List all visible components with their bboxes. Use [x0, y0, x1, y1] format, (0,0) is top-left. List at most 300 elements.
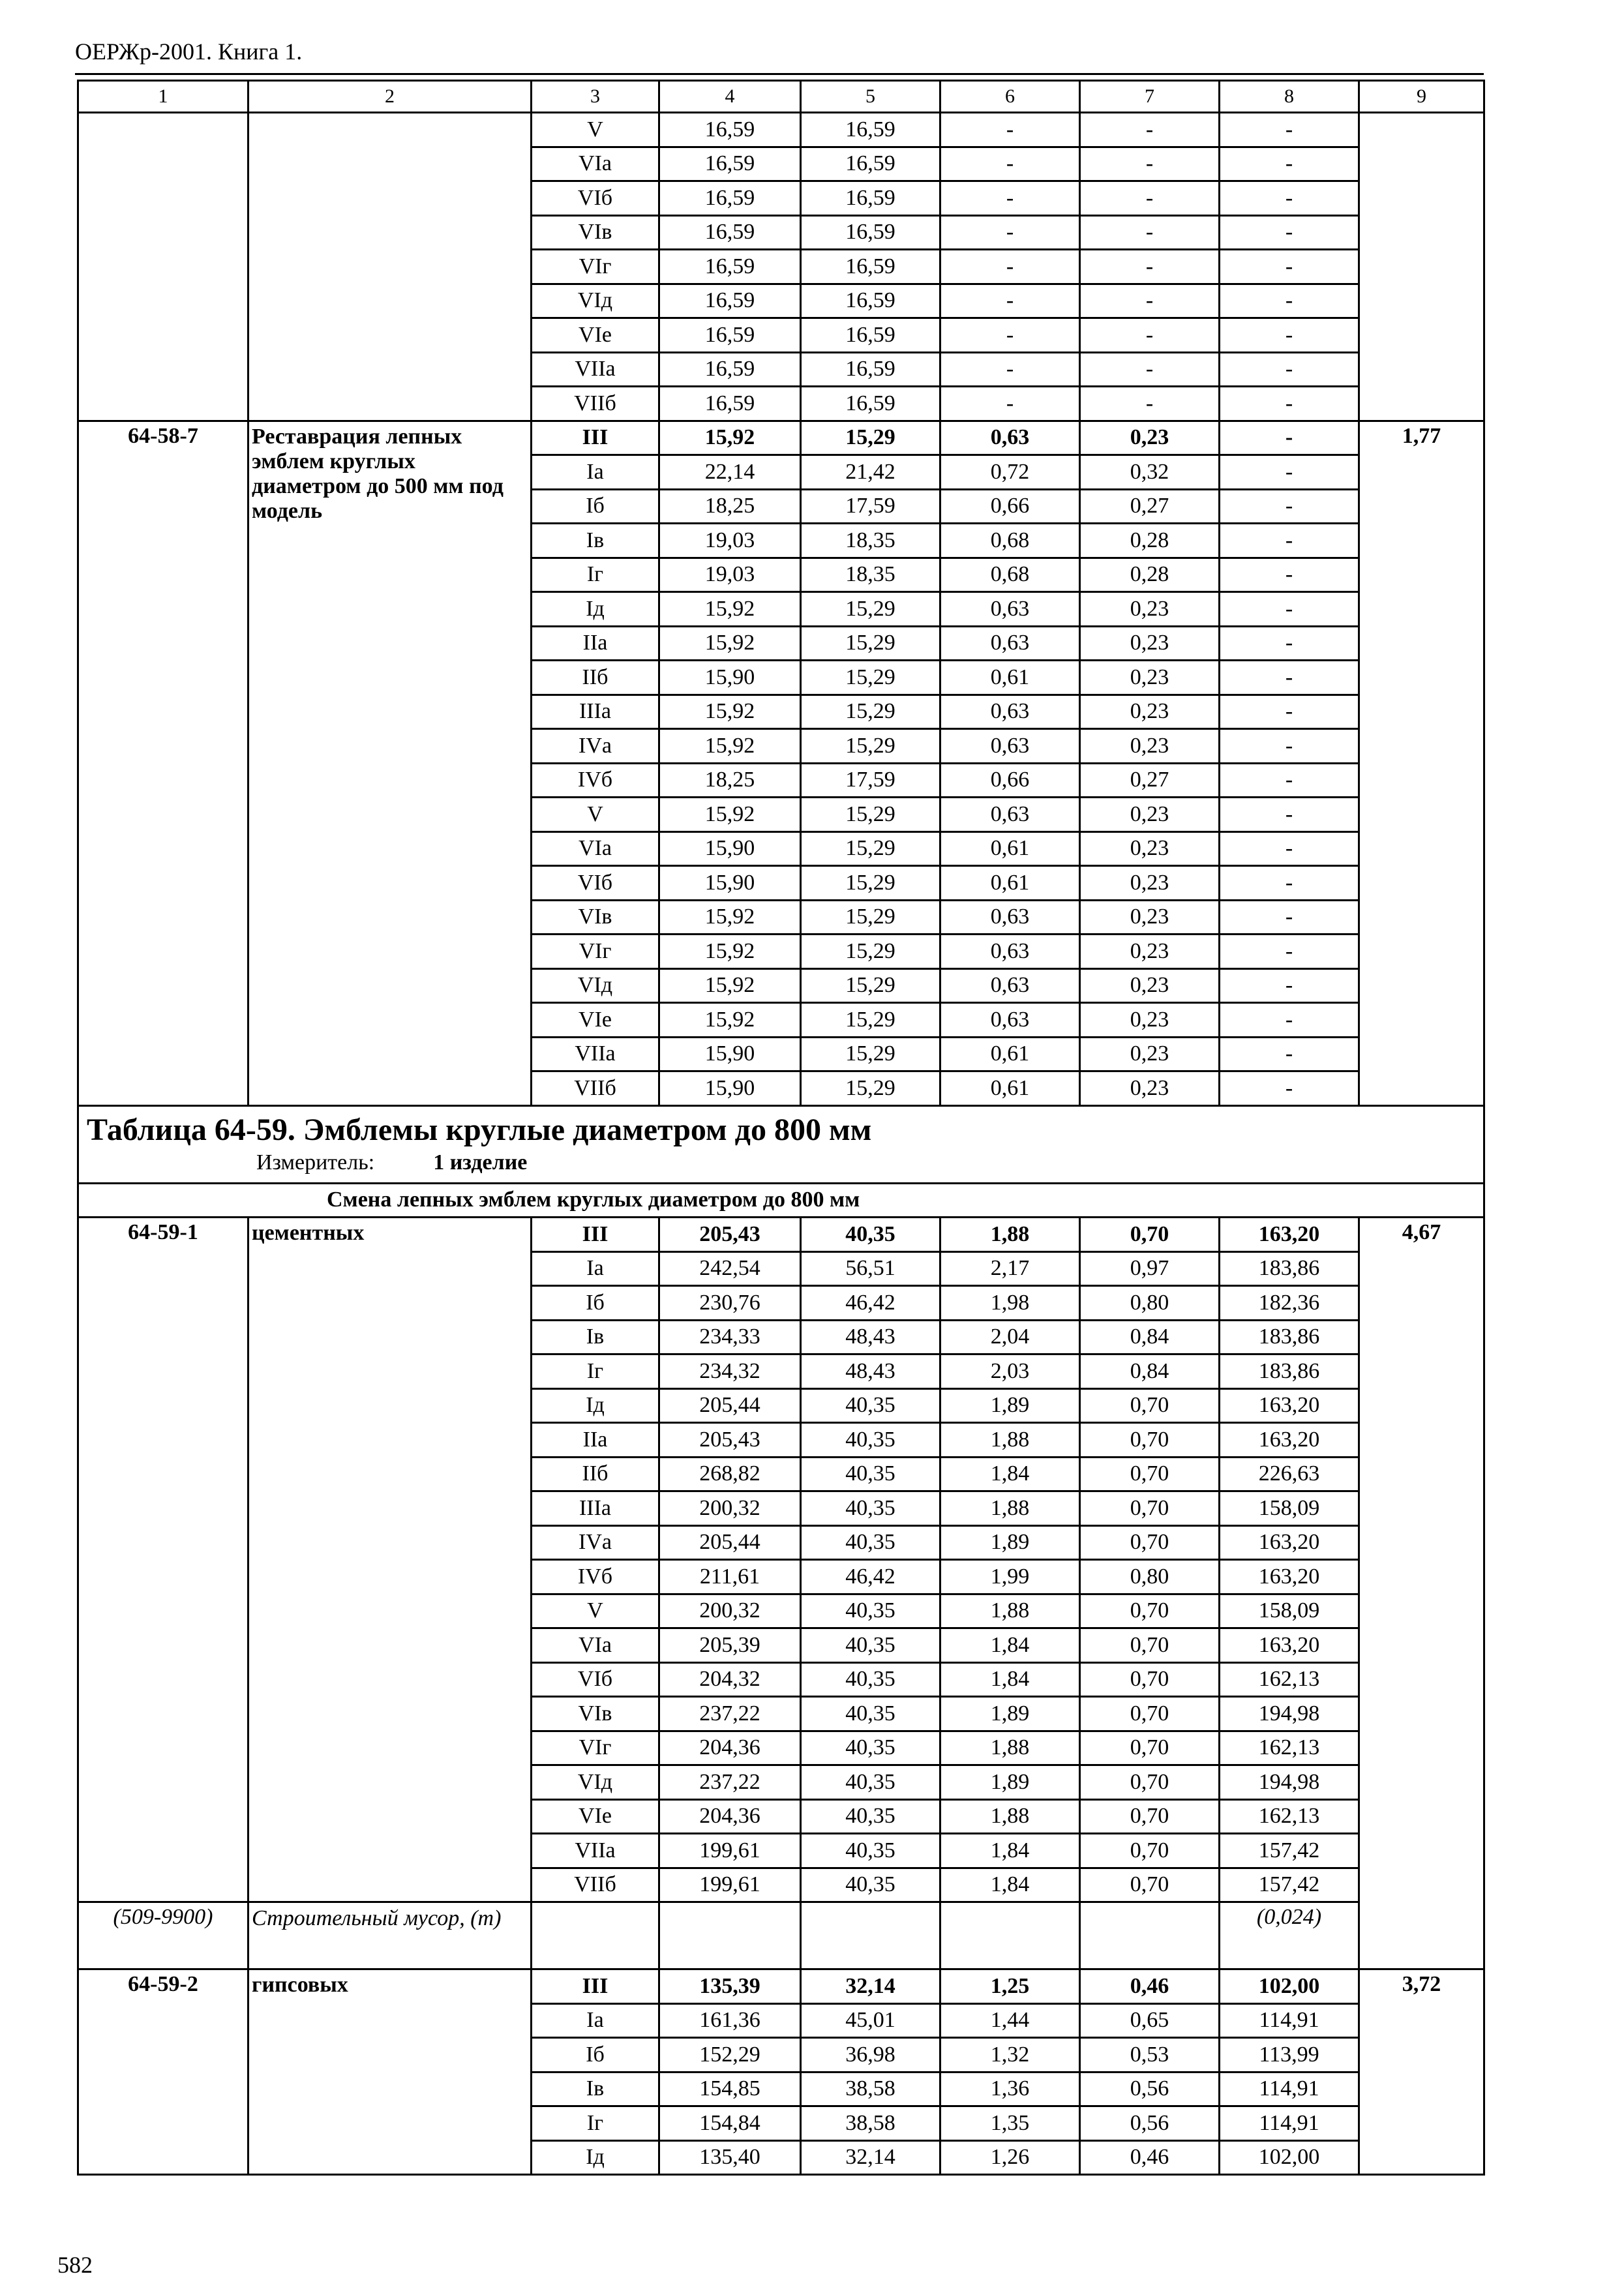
value-cell: -: [1220, 113, 1359, 147]
value-cell: -: [1220, 421, 1359, 455]
value-cell: 1,88: [940, 1423, 1080, 1458]
value-cell: -: [1220, 455, 1359, 490]
value-cell: -: [1220, 935, 1359, 969]
value-cell: -: [940, 284, 1080, 318]
zone-cell: VIб: [532, 866, 659, 901]
code-cell: 64-59-2: [78, 1969, 248, 2175]
value-cell: 0,23: [1080, 831, 1220, 866]
value-cell: 1,84: [940, 1834, 1080, 1868]
value-cell: -: [1220, 147, 1359, 181]
value-cell: 19,03: [659, 558, 801, 592]
value-cell: 163,20: [1220, 1525, 1359, 1560]
value-cell: 1,84: [940, 1662, 1080, 1697]
value-cell: 0,70: [1080, 1457, 1220, 1491]
value-cell: -: [1220, 352, 1359, 387]
empty-cell: [1080, 1902, 1220, 1969]
value-cell: 40,35: [801, 1628, 940, 1663]
value-cell: -: [1220, 763, 1359, 798]
value-cell: 17,59: [801, 763, 940, 798]
value-cell: -: [1080, 113, 1220, 147]
value-cell: 114,91: [1220, 2106, 1359, 2141]
column-number: 6: [940, 81, 1080, 113]
table-row: [78, 1218, 1484, 1252]
value-cell: 1,89: [940, 1697, 1080, 1731]
value-cell: 0,23: [1080, 935, 1220, 969]
value-cell: 0,63: [940, 935, 1080, 969]
value-cell: 15,29: [801, 935, 940, 969]
value-cell: 0,23: [1080, 1037, 1220, 1071]
value-cell: 226,63: [1220, 1457, 1359, 1491]
table-title-row: [78, 1105, 1484, 1183]
value-cell: 18,25: [659, 763, 801, 798]
value-cell: -: [1220, 318, 1359, 353]
value-cell: 183,86: [1220, 1320, 1359, 1354]
value-cell: 18,35: [801, 558, 940, 592]
value-cell: 2,17: [940, 1251, 1080, 1286]
zone-cell: VIIа: [532, 1037, 659, 1071]
value-cell: 154,85: [659, 2072, 801, 2106]
table-row: [78, 113, 1484, 147]
column-number: 8: [1220, 81, 1359, 113]
zone-cell: VIа: [532, 147, 659, 181]
value-cell: 15,29: [801, 729, 940, 764]
value-cell: 40,35: [801, 1731, 940, 1765]
zone-cell: VIд: [532, 284, 659, 318]
value-cell: 0,72: [940, 455, 1080, 490]
value-cell: 2,04: [940, 1320, 1080, 1354]
value-cell: 0,63: [940, 592, 1080, 627]
code-cell: 64-58-7: [78, 421, 248, 1105]
zone-cell: Iб: [532, 1286, 659, 1321]
waste-name: Строительный мусор, (т): [248, 1902, 532, 1969]
value-cell: 16,59: [801, 215, 940, 250]
value-cell: 1,84: [940, 1628, 1080, 1663]
value-cell: 15,90: [659, 1037, 801, 1071]
value-cell: 38,58: [801, 2106, 940, 2141]
measure-line: [87, 1148, 1475, 1177]
value-cell: -: [1220, 558, 1359, 592]
column-number-row: [78, 81, 1484, 113]
value-cell: 0,56: [1080, 2072, 1220, 2106]
value-cell: 0,66: [940, 763, 1080, 798]
value-cell: 15,29: [801, 695, 940, 729]
zone-cell: Iв: [532, 524, 659, 558]
value-cell: 32,14: [801, 2140, 940, 2175]
value-cell: 0,70: [1080, 1662, 1220, 1697]
zone-cell: VIIб: [532, 1071, 659, 1106]
value-cell: -: [940, 352, 1080, 387]
value-cell: 0,66: [940, 489, 1080, 524]
zone-cell: VIб: [532, 181, 659, 216]
value-cell: 0,61: [940, 661, 1080, 695]
value-cell: 237,22: [659, 1697, 801, 1731]
value-cell: 18,35: [801, 524, 940, 558]
value-cell: 234,32: [659, 1354, 801, 1389]
value-cell: 15,29: [801, 1037, 940, 1071]
value-cell: 205,39: [659, 1628, 801, 1663]
zone-cell: Iд: [532, 1388, 659, 1423]
value-cell: 0,46: [1080, 2140, 1220, 2175]
value-cell: 40,35: [801, 1457, 940, 1491]
value-cell: 161,36: [659, 2003, 801, 2038]
value-cell: 40,35: [801, 1834, 940, 1868]
zone-cell: VIе: [532, 1799, 659, 1834]
value-cell: 15,29: [801, 866, 940, 901]
value-cell: 230,76: [659, 1286, 801, 1321]
zone-cell: V: [532, 1594, 659, 1628]
value-cell: 0,80: [1080, 1286, 1220, 1321]
value-cell: 1,88: [940, 1491, 1080, 1526]
value-cell: -: [940, 113, 1080, 147]
value-cell: 15,29: [801, 661, 940, 695]
value-cell: 163,20: [1220, 1218, 1359, 1252]
zone-cell: VIIа: [532, 1834, 659, 1868]
value-cell: 200,32: [659, 1594, 801, 1628]
value-cell: -: [940, 318, 1080, 353]
value-cell: 46,42: [801, 1560, 940, 1594]
value-cell: 0,23: [1080, 661, 1220, 695]
value-cell: 0,28: [1080, 524, 1220, 558]
value-cell: 163,20: [1220, 1423, 1359, 1458]
value-cell: 199,61: [659, 1868, 801, 1902]
price-table: [77, 80, 1485, 2176]
value-cell: 45,01: [801, 2003, 940, 2038]
value-cell: 16,59: [801, 113, 940, 147]
zone-cell: Iг: [532, 1354, 659, 1389]
value-cell: 0,63: [940, 421, 1080, 455]
value-cell: 36,98: [801, 2038, 940, 2072]
column-number: 7: [1080, 81, 1220, 113]
value-cell: 0,84: [1080, 1354, 1220, 1389]
table-title: Таблица 64-59. Эмблемы круглые диаметром до 800 мм: [87, 1112, 872, 1147]
value-cell: 102,00: [1220, 1969, 1359, 2004]
value-cell: 56,51: [801, 1251, 940, 1286]
value-cell: 0,63: [940, 1003, 1080, 1038]
value-cell: 15,29: [801, 831, 940, 866]
value-cell: 204,36: [659, 1731, 801, 1765]
value-cell: 0,70: [1080, 1491, 1220, 1526]
value-cell: 40,35: [801, 1799, 940, 1834]
value-cell: 48,43: [801, 1354, 940, 1389]
value-cell: 163,20: [1220, 1388, 1359, 1423]
value-cell: 15,92: [659, 968, 801, 1003]
value-cell: 40,35: [801, 1525, 940, 1560]
zone-cell: Iд: [532, 2140, 659, 2175]
value-cell: 40,35: [801, 1765, 940, 1800]
zone-cell: III: [532, 1218, 659, 1252]
value-cell: 0,23: [1080, 866, 1220, 901]
value-cell: -: [1220, 1003, 1359, 1038]
value-cell: 15,29: [801, 626, 940, 661]
page-number: 582: [57, 2252, 93, 2278]
value-cell: 0,70: [1080, 1697, 1220, 1731]
name-cell: цементных: [248, 1218, 532, 1902]
zone-cell: Iа: [532, 2003, 659, 2038]
value-cell: 15,90: [659, 831, 801, 866]
waste-code: (509-9900): [78, 1902, 248, 1969]
value-cell: 40,35: [801, 1218, 940, 1252]
value-cell: 0,32: [1080, 455, 1220, 490]
value-cell: -: [1220, 626, 1359, 661]
value-cell: -: [1080, 215, 1220, 250]
value-cell: 16,59: [659, 318, 801, 353]
value-cell: 16,59: [659, 284, 801, 318]
zone-cell: IVб: [532, 1560, 659, 1594]
value-cell: 205,43: [659, 1423, 801, 1458]
zone-cell: IIб: [532, 1457, 659, 1491]
value-cell: 16,59: [801, 147, 940, 181]
value-cell: 0,61: [940, 1037, 1080, 1071]
value-cell: 32,14: [801, 1969, 940, 2004]
value-cell: 0,63: [940, 798, 1080, 832]
column-number: 3: [532, 81, 659, 113]
column-number: 5: [801, 81, 940, 113]
value-cell: 0,23: [1080, 729, 1220, 764]
value-cell: 204,36: [659, 1799, 801, 1834]
zone-cell: VIIб: [532, 1868, 659, 1902]
column-number: 1: [78, 81, 248, 113]
value-cell: 0,61: [940, 831, 1080, 866]
value-cell: 1,89: [940, 1388, 1080, 1423]
value-cell: 16,59: [801, 250, 940, 284]
value-cell: 19,03: [659, 524, 801, 558]
value-cell: 0,23: [1080, 968, 1220, 1003]
value-cell: 0,68: [940, 558, 1080, 592]
value-cell: 154,84: [659, 2106, 801, 2141]
zone-cell: V: [532, 798, 659, 832]
value-cell: 163,20: [1220, 1628, 1359, 1663]
header-rule: [75, 73, 1484, 75]
measure-label: Измеритель:: [256, 1150, 375, 1174]
zone-cell: IIа: [532, 626, 659, 661]
section-title: Смена лепных эмблем круглых диаметром до 800 мм: [78, 1183, 1484, 1218]
value-cell: 15,92: [659, 695, 801, 729]
value-cell: 0,63: [940, 695, 1080, 729]
zone-cell: IIIа: [532, 1491, 659, 1526]
value-cell: -: [1220, 387, 1359, 421]
value-cell: 1,88: [940, 1594, 1080, 1628]
column-number: 9: [1359, 81, 1484, 113]
value-cell: 0,23: [1080, 421, 1220, 455]
value-cell: 0,53: [1080, 2038, 1220, 2072]
waste-amount: (0,024): [1220, 1902, 1359, 1969]
value-cell: 0,23: [1080, 1071, 1220, 1106]
value-cell: 1,88: [940, 1218, 1080, 1252]
value-cell: 242,54: [659, 1251, 801, 1286]
value-cell: 0,56: [1080, 2106, 1220, 2141]
value-cell: 162,13: [1220, 1799, 1359, 1834]
value-cell: 194,98: [1220, 1765, 1359, 1800]
value-cell: 1,25: [940, 1969, 1080, 2004]
value-cell: 158,09: [1220, 1594, 1359, 1628]
value-cell: 0,23: [1080, 900, 1220, 935]
column-number: 4: [659, 81, 801, 113]
value-cell: 0,70: [1080, 1388, 1220, 1423]
value-cell: 15,92: [659, 626, 801, 661]
value-cell: 0,70: [1080, 1525, 1220, 1560]
value-cell: -: [1220, 1037, 1359, 1071]
value-cell: 0,27: [1080, 763, 1220, 798]
value-cell: 0,46: [1080, 1969, 1220, 2004]
value-cell: 0,27: [1080, 489, 1220, 524]
value-cell: -: [1220, 181, 1359, 216]
code-cell: [78, 113, 248, 421]
value-cell: 200,32: [659, 1491, 801, 1526]
value-cell: 0,23: [1080, 798, 1220, 832]
value-cell: 16,59: [659, 215, 801, 250]
value-cell: 16,59: [659, 147, 801, 181]
value-cell: 0,70: [1080, 1594, 1220, 1628]
measure-value: 1 изделие: [433, 1150, 528, 1174]
zone-cell: VIд: [532, 1765, 659, 1800]
value-cell: 0,63: [940, 968, 1080, 1003]
value-cell: 158,09: [1220, 1491, 1359, 1526]
value-cell: 163,20: [1220, 1560, 1359, 1594]
value-cell: 16,59: [801, 387, 940, 421]
value-cell: 1,88: [940, 1731, 1080, 1765]
zone-cell: IVа: [532, 729, 659, 764]
value-cell: 183,86: [1220, 1251, 1359, 1286]
value-cell: -: [1080, 147, 1220, 181]
value-cell: -: [1220, 489, 1359, 524]
value-cell: 234,33: [659, 1320, 801, 1354]
value-cell: 194,98: [1220, 1697, 1359, 1731]
value-cell: -: [1220, 798, 1359, 832]
value-cell: 15,90: [659, 661, 801, 695]
value-cell: 38,58: [801, 2072, 940, 2106]
value-cell: 114,91: [1220, 2072, 1359, 2106]
value-cell: 40,35: [801, 1388, 940, 1423]
value-cell: 40,35: [801, 1594, 940, 1628]
table-title-cell: [78, 1105, 1484, 1183]
value-cell: 15,92: [659, 421, 801, 455]
value-cell: 1,32: [940, 2038, 1080, 2072]
zone-cell: V: [532, 113, 659, 147]
value-cell: 15,29: [801, 421, 940, 455]
zone-cell: IVб: [532, 763, 659, 798]
value-cell: 16,59: [801, 352, 940, 387]
value-cell: 15,29: [801, 592, 940, 627]
value-cell: -: [1220, 866, 1359, 901]
value-cell: 40,35: [801, 1491, 940, 1526]
value-cell: -: [1080, 250, 1220, 284]
value-cell: 237,22: [659, 1765, 801, 1800]
table-row: [78, 421, 1484, 455]
value-cell: 15,92: [659, 1003, 801, 1038]
name-cell: [248, 113, 532, 421]
total-cell: 1,77: [1359, 421, 1484, 1105]
value-cell: 0,70: [1080, 1628, 1220, 1663]
value-cell: 268,82: [659, 1457, 801, 1491]
value-cell: -: [1220, 524, 1359, 558]
value-cell: 0,61: [940, 1071, 1080, 1106]
value-cell: 113,99: [1220, 2038, 1359, 2072]
value-cell: 157,42: [1220, 1868, 1359, 1902]
zone-cell: Iд: [532, 592, 659, 627]
value-cell: 0,63: [940, 626, 1080, 661]
name-cell: гипсовых: [248, 1969, 532, 2175]
value-cell: 183,86: [1220, 1354, 1359, 1389]
value-cell: 15,29: [801, 900, 940, 935]
value-cell: 205,44: [659, 1525, 801, 1560]
value-cell: 0,68: [940, 524, 1080, 558]
value-cell: -: [940, 181, 1080, 216]
value-cell: -: [1220, 284, 1359, 318]
value-cell: 0,63: [940, 729, 1080, 764]
value-cell: 0,23: [1080, 592, 1220, 627]
value-cell: 204,32: [659, 1662, 801, 1697]
value-cell: 15,29: [801, 1071, 940, 1106]
value-cell: -: [1220, 1071, 1359, 1106]
value-cell: -: [1220, 215, 1359, 250]
value-cell: 1,26: [940, 2140, 1080, 2175]
value-cell: -: [1080, 318, 1220, 353]
value-cell: 16,59: [801, 318, 940, 353]
zone-cell: Iа: [532, 455, 659, 490]
value-cell: 114,91: [1220, 2003, 1359, 2038]
value-cell: 0,70: [1080, 1423, 1220, 1458]
value-cell: 40,35: [801, 1868, 940, 1902]
value-cell: 1,35: [940, 2106, 1080, 2141]
empty-cell: [940, 1902, 1080, 1969]
value-cell: 15,92: [659, 729, 801, 764]
zone-cell: VIIб: [532, 387, 659, 421]
value-cell: 15,92: [659, 935, 801, 969]
value-cell: 0,61: [940, 866, 1080, 901]
value-cell: -: [1220, 250, 1359, 284]
value-cell: 40,35: [801, 1423, 940, 1458]
value-cell: 15,92: [659, 592, 801, 627]
zone-cell: IVа: [532, 1525, 659, 1560]
value-cell: 16,59: [659, 250, 801, 284]
zone-cell: III: [532, 421, 659, 455]
value-cell: 1,84: [940, 1868, 1080, 1902]
value-cell: 15,29: [801, 798, 940, 832]
value-cell: 0,23: [1080, 1003, 1220, 1038]
value-cell: 15,92: [659, 798, 801, 832]
value-cell: -: [1220, 968, 1359, 1003]
value-cell: 16,59: [659, 352, 801, 387]
value-cell: -: [1080, 387, 1220, 421]
waste-row: [78, 1902, 1484, 1969]
value-cell: 15,92: [659, 900, 801, 935]
zone-cell: Iг: [532, 2106, 659, 2141]
zone-cell: Iа: [532, 1251, 659, 1286]
value-cell: 199,61: [659, 1834, 801, 1868]
zone-cell: VIа: [532, 831, 659, 866]
price-table-body: [78, 81, 1484, 2175]
value-cell: 0,23: [1080, 695, 1220, 729]
value-cell: 1,36: [940, 2072, 1080, 2106]
value-cell: -: [1220, 661, 1359, 695]
value-cell: 15,90: [659, 866, 801, 901]
zone-cell: VIе: [532, 318, 659, 353]
total-cell: 3,72: [1359, 1969, 1484, 2175]
value-cell: -: [940, 250, 1080, 284]
empty-cell: [801, 1902, 940, 1969]
zone-cell: VIв: [532, 215, 659, 250]
value-cell: 0,70: [1080, 1799, 1220, 1834]
value-cell: 16,59: [659, 181, 801, 216]
code-cell: 64-59-1: [78, 1218, 248, 1902]
value-cell: 1,99: [940, 1560, 1080, 1594]
value-cell: 152,29: [659, 2038, 801, 2072]
zone-cell: VIIа: [532, 352, 659, 387]
value-cell: 135,39: [659, 1969, 801, 2004]
value-cell: 1,89: [940, 1765, 1080, 1800]
value-cell: 0,28: [1080, 558, 1220, 592]
value-cell: 1,89: [940, 1525, 1080, 1560]
